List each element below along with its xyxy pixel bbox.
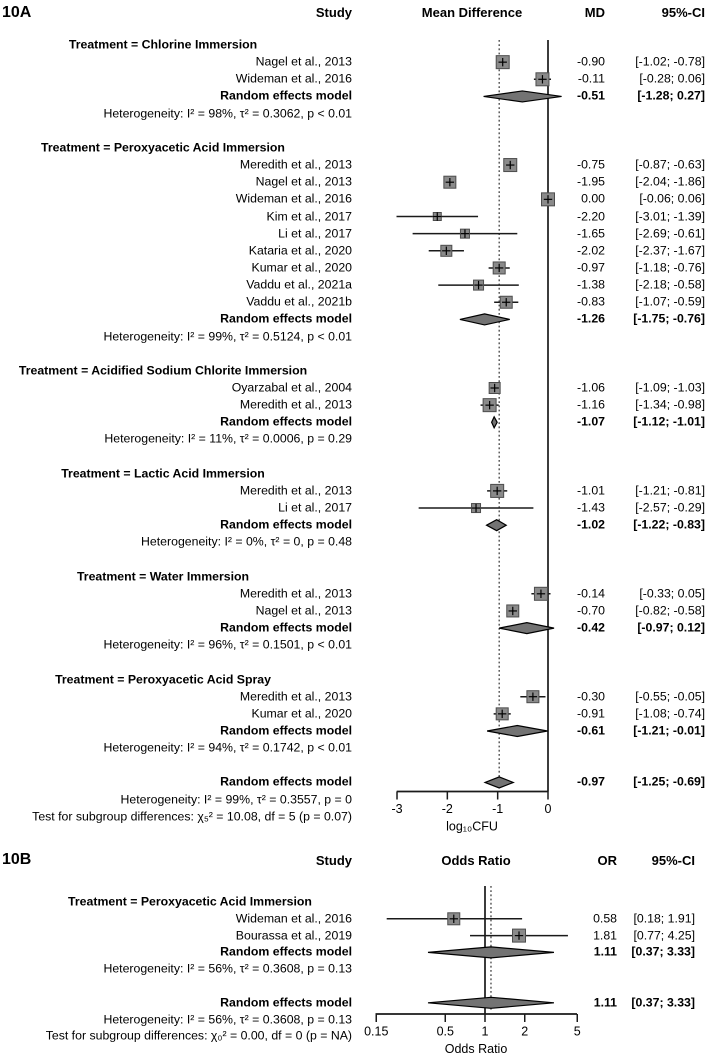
- column-header-ci-b: 95%-CI: [651, 853, 695, 868]
- x-axis-tick-label: 0: [544, 802, 552, 816]
- column-header-estimate-b: OR: [597, 853, 617, 868]
- study-label: Wideman et al., 2016: [235, 191, 352, 206]
- study-label: Kim et al., 2017: [266, 209, 352, 223]
- study-label: Bourassa et al., 2019: [235, 928, 352, 943]
- heterogeneity-note: Heterogeneity: I² = 99%, τ² = 0.5124, p < 0.01: [103, 329, 352, 344]
- ci-value: [0.37; 3.33]: [631, 944, 695, 959]
- ci-value: [-0.28; 0.06]: [639, 71, 705, 86]
- study-label: Li et al., 2017: [278, 500, 352, 515]
- subgroup-test-note: Test for subgroup differences: χ₀² = 0.00, df = 0 (p = NA): [45, 1028, 352, 1043]
- heterogeneity-note: Heterogeneity: I² = 11%, τ² = 0.0006, p = 0.29: [104, 431, 352, 446]
- section-header: Treatment = Chlorine Immersion: [68, 37, 258, 52]
- column-header-study-a: Study: [315, 5, 352, 20]
- x-axis-title: log₁₀CFU: [446, 819, 498, 834]
- ci-value: [0.37; 3.33]: [631, 995, 695, 1010]
- heterogeneity-note: Heterogeneity: I² = 56%, τ² = 0.3608, p = 0.13: [103, 1012, 352, 1027]
- heterogeneity-note: Heterogeneity: I² = 94%, τ² = 0.1742, p < 0.01: [103, 740, 352, 755]
- study-label: Oyarzabal et al., 2004: [231, 380, 352, 395]
- ci-value: [-2.18; -0.58]: [635, 277, 705, 292]
- estimate-value: -1.38: [576, 277, 605, 292]
- subgroup-test-note: Test for subgroup differences: χ₅² = 10.08, df = 5 (p = 0.07): [32, 809, 352, 824]
- re-model-label: Random effects model: [220, 995, 352, 1010]
- re-model-label: Random effects model: [220, 774, 352, 789]
- study-label: Vaddu et al., 2021a: [246, 277, 352, 292]
- ci-value: [-0.55; -0.05]: [635, 689, 705, 704]
- section-header: Treatment = Peroxyacetic Acid Spray: [55, 672, 271, 687]
- ci-value: [-1.25; -0.69]: [633, 774, 705, 789]
- x-axis-tick-label: 5: [573, 1024, 581, 1039]
- heterogeneity-note: Heterogeneity: I² = 56%, τ² = 0.3608, p = 0.13: [103, 961, 352, 976]
- section-header: Treatment = Acidified Sodium Chlorite Immersion: [18, 363, 308, 378]
- re-model-label: Random effects model: [220, 88, 352, 103]
- study-label: Meredith et al., 2013: [239, 586, 352, 601]
- estimate-value: 0.58: [593, 911, 617, 926]
- ci-value: [-1.12; -1.01]: [633, 414, 705, 429]
- heterogeneity-note: Heterogeneity: I² = 96%, τ² = 0.1501, p < 0.01: [103, 637, 352, 652]
- ci-value: [-0.06; 0.06]: [639, 191, 705, 206]
- estimate-value: -0.91: [576, 706, 605, 721]
- panel-label-10b: 10B: [2, 851, 32, 868]
- re-model-label: Random effects model: [220, 620, 352, 635]
- estimate-value: 1.81: [593, 928, 617, 943]
- study-label: Nagel et al., 2013: [255, 174, 352, 189]
- estimate-value: 1.11: [593, 995, 617, 1010]
- x-axis-tick-label: -2: [441, 802, 453, 816]
- estimate-value: -0.97: [576, 774, 605, 789]
- ci-value: [0.77; 4.25]: [633, 928, 695, 943]
- estimate-value: -1.07: [576, 414, 605, 429]
- heterogeneity-note: Heterogeneity: I² = 98%, τ² = 0.3062, p < 0.01: [103, 106, 352, 121]
- ci-value: [-0.33; 0.05]: [639, 586, 705, 601]
- ci-value: [0.18; 1.91]: [633, 911, 695, 926]
- study-label: Kumar et al., 2020: [251, 260, 352, 275]
- ci-value: [-0.87; -0.63]: [635, 157, 705, 172]
- column-header-effect-a: Mean Difference: [421, 5, 523, 20]
- study-label: Meredith et al., 2013: [239, 157, 352, 172]
- ci-value: [-1.75; -0.76]: [633, 311, 705, 326]
- estimate-value: -1.26: [576, 311, 605, 326]
- ci-value: [-1.34; -0.98]: [635, 397, 705, 412]
- re-model-label: Random effects model: [220, 414, 352, 429]
- ci-value: [-1.07; -0.59]: [635, 294, 705, 309]
- x-axis-tick-label: 1: [481, 1024, 489, 1039]
- study-label: Kataria et al., 2020: [248, 243, 352, 258]
- estimate-value: -0.11: [577, 71, 605, 86]
- estimate-value: -2.02: [576, 243, 605, 258]
- study-label: Wideman et al., 2016: [235, 911, 352, 926]
- study-label: Vaddu et al., 2021b: [246, 294, 352, 309]
- section-header: Treatment = Water Immersion: [76, 569, 250, 584]
- x-axis-tick-label: 0.15: [364, 1024, 389, 1039]
- x-axis-tick-label: 2: [521, 1024, 529, 1039]
- ci-value: [-1.02; -0.78]: [635, 54, 705, 69]
- ci-value: [-2.69; -0.61]: [635, 226, 705, 241]
- study-label: Meredith et al., 2013: [239, 397, 352, 412]
- estimate-value: -0.42: [576, 620, 605, 635]
- estimate-value: 0.00: [581, 191, 605, 206]
- ci-value: [-1.09; -1.03]: [635, 380, 705, 395]
- study-label: Kumar et al., 2020: [251, 706, 352, 721]
- x-axis-title: Odds Ratio: [444, 1042, 508, 1056]
- x-axis-tick-label: -1: [492, 802, 504, 816]
- estimate-value: -1.43: [576, 500, 605, 515]
- ci-value: [-1.21; -0.01]: [633, 723, 705, 738]
- estimate-value: -1.06: [576, 380, 605, 395]
- estimate-value: -0.30: [576, 689, 605, 704]
- study-label: Li et al., 2017: [278, 226, 352, 241]
- column-header-ci-a: 95%-CI: [661, 5, 705, 20]
- estimate-value: -0.61: [576, 723, 605, 738]
- ci-value: [-1.21; -0.81]: [635, 483, 705, 498]
- heterogeneity-note: Heterogeneity: I² = 99%, τ² = 0.3557, p = 0: [120, 792, 352, 807]
- ci-value: [-2.57; -0.29]: [635, 500, 705, 515]
- estimate-value: -0.70: [576, 603, 605, 618]
- ci-value: [-2.04; -1.86]: [635, 174, 705, 189]
- study-label: Nagel et al., 2013: [255, 603, 352, 618]
- ci-value: [-0.82; -0.58]: [635, 603, 705, 618]
- column-header-study-b: Study: [315, 853, 352, 868]
- re-model-label: Random effects model: [220, 944, 352, 959]
- estimate-value: -0.14: [576, 586, 605, 601]
- estimate-value: -0.75: [576, 157, 605, 172]
- x-axis-tick-label: -3: [391, 802, 403, 816]
- study-label: Nagel et al., 2013: [255, 54, 352, 69]
- estimate-value: 1.11: [593, 944, 617, 959]
- estimate-value: -1.02: [576, 517, 605, 532]
- heterogeneity-note: Heterogeneity: I² = 0%, τ² = 0, p = 0.48: [141, 534, 352, 549]
- section-header: Treatment = Lactic Acid Immersion: [61, 466, 265, 481]
- ci-value: [-1.22; -0.83]: [633, 517, 705, 532]
- column-header-estimate-a: MD: [584, 5, 605, 20]
- panel-label-10a: 10A: [2, 4, 32, 21]
- x-axis-tick-label: 0.5: [436, 1024, 454, 1039]
- estimate-value: -0.90: [576, 54, 605, 69]
- ci-value: [-2.37; -1.67]: [635, 243, 705, 258]
- study-label: Wideman et al., 2016: [235, 71, 352, 86]
- estimate-value: -1.95: [576, 174, 605, 189]
- column-header-effect-b: Odds Ratio: [441, 853, 511, 868]
- estimate-value: -0.97: [576, 260, 605, 275]
- re-model-label: Random effects model: [220, 311, 352, 326]
- estimate-value: -1.65: [576, 226, 605, 241]
- ci-value: [-1.28; 0.27]: [637, 88, 705, 103]
- estimate-value: -2.20: [576, 209, 605, 223]
- estimate-value: -0.83: [576, 294, 605, 309]
- ci-value: [-1.08; -0.74]: [635, 706, 705, 721]
- ci-value: [-0.97; 0.12]: [637, 620, 705, 635]
- re-model-label: Random effects model: [220, 517, 352, 532]
- re-model-label: Random effects model: [220, 723, 352, 738]
- study-label: Meredith et al., 2013: [239, 689, 352, 704]
- estimate-value: -1.16: [576, 397, 605, 412]
- estimate-value: -0.51: [576, 88, 605, 103]
- section-header: Treatment = Peroxyacetic Acid Immersion: [41, 140, 285, 155]
- section-header: Treatment = Peroxyacetic Acid Immersion: [68, 894, 312, 909]
- study-label: Meredith et al., 2013: [239, 483, 352, 498]
- estimate-value: -1.01: [576, 483, 605, 498]
- ci-value: [-3.01; -1.39]: [635, 209, 705, 223]
- ci-value: [-1.18; -0.76]: [635, 260, 705, 275]
